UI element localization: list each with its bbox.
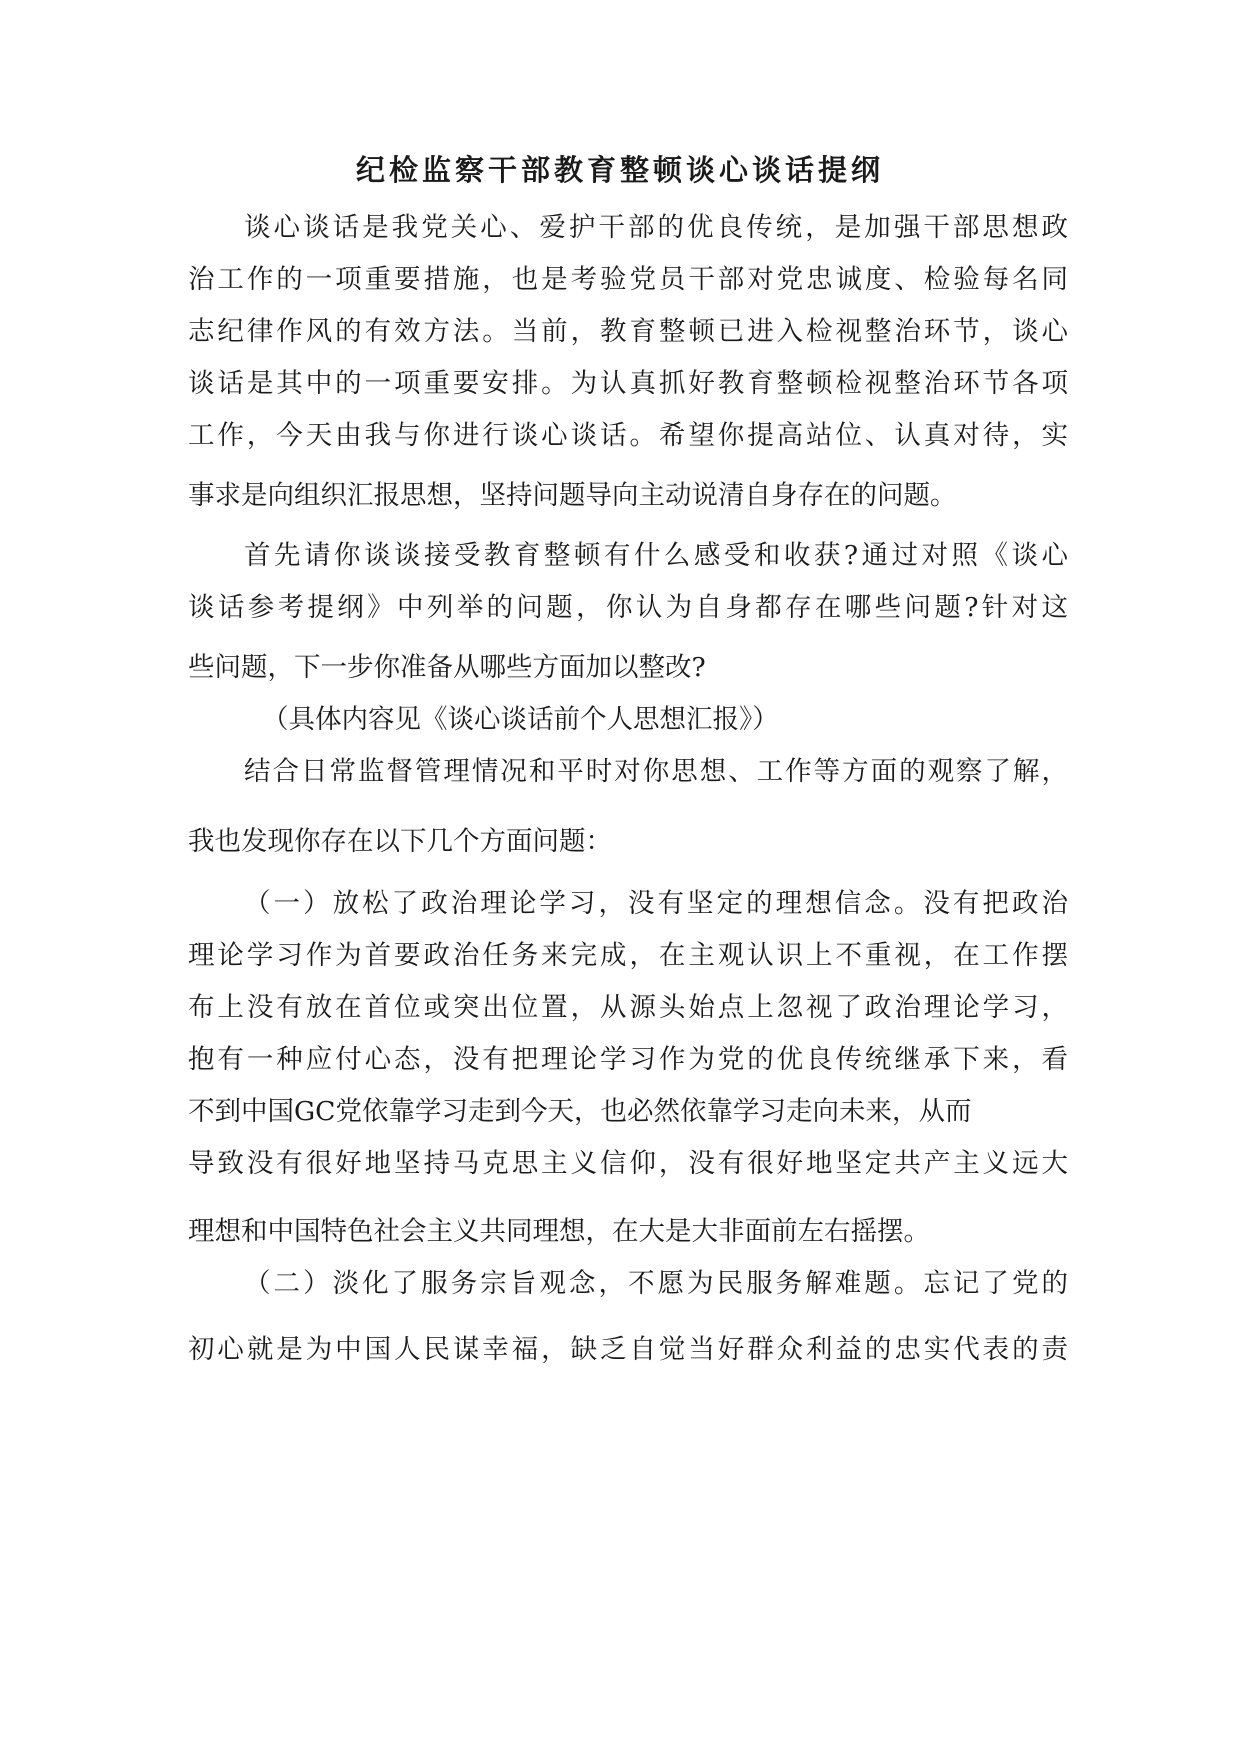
paragraph-line: 初心就是为中国人民谋幸福，缺乏自觉当好群众利益的忠实代表的责 [188, 1334, 1068, 1365]
paragraph-line: 抱有一种应付心态，没有把理论学习作为党的优良传统继承下来，看 [188, 1044, 1068, 1075]
paragraph-line: 谈话是其中的一项重要安排。为认真抓好教育整顿检视整治环节各项 [188, 368, 1068, 399]
paragraph-line: 不到中国GC党依靠学习走到今天，也必然依靠学习走向未来，从而 [188, 1096, 972, 1127]
paragraph-line: 结合日常监督管理情况和平时对你思想、工作等方面的观察了解， [244, 756, 1068, 787]
paragraph-line: 些问题，下一步你准备从哪些方面加以整改? [188, 652, 706, 683]
paragraph-line: 谈话参考提纲》中列举的问题，你认为自身都存在哪些问题?针对这 [188, 592, 1068, 623]
paragraph-line: 理论学习作为首要政治任务来完成，在主观认识上不重视，在工作摆 [188, 940, 1068, 971]
paragraph-line: 事求是向组织汇报思想，坚持问题导向主动说清自身存在的问题。 [188, 480, 957, 511]
paragraph-line: 谈心谈话是我党关心、爱护干部的优良传统，是加强干部思想政 [244, 212, 1068, 243]
paragraph-line: （一）放松了政治理论学习，没有坚定的理想信念。没有把政治 [244, 888, 1068, 919]
paragraph-line: 理想和中国特色社会主义共同理想，在大是大非面前左右摇摆。 [188, 1216, 930, 1247]
paragraph-line: 治工作的一项重要措施，也是考验党员干部对党忠诚度、检验每名同 [188, 264, 1068, 295]
paragraph-line: （二）淡化了服务宗旨观念，不愿为民服务解难题。忘记了党的 [244, 1268, 1068, 1299]
paragraph-line: 工作，今天由我与你进行谈心谈话。希望你提高站位、认真对待，实 [188, 420, 1068, 451]
paragraph-line: （具体内容见《谈心谈话前个人思想汇报》） [262, 704, 779, 735]
paragraph-line: 首先请你谈谈接受教育整顿有什么感受和收获?通过对照《谈心 [244, 540, 1068, 571]
paragraph-line: 志纪律作风的有效方法。当前，教育整顿已进入检视整治环节，谈心 [188, 316, 1068, 347]
paragraph-line: 我也发现你存在以下几个方面问题： [188, 826, 612, 857]
paragraph-line: 布上没有放在首位或突出位置，从源头始点上忽视了政治理论学习， [188, 992, 1068, 1023]
document-title: 纪检监察干部教育整顿谈心谈话提纲 [355, 153, 884, 187]
paragraph-line: 导致没有很好地坚持马克思主义信仰，没有很好地坚定共产主义远大 [188, 1148, 1068, 1179]
